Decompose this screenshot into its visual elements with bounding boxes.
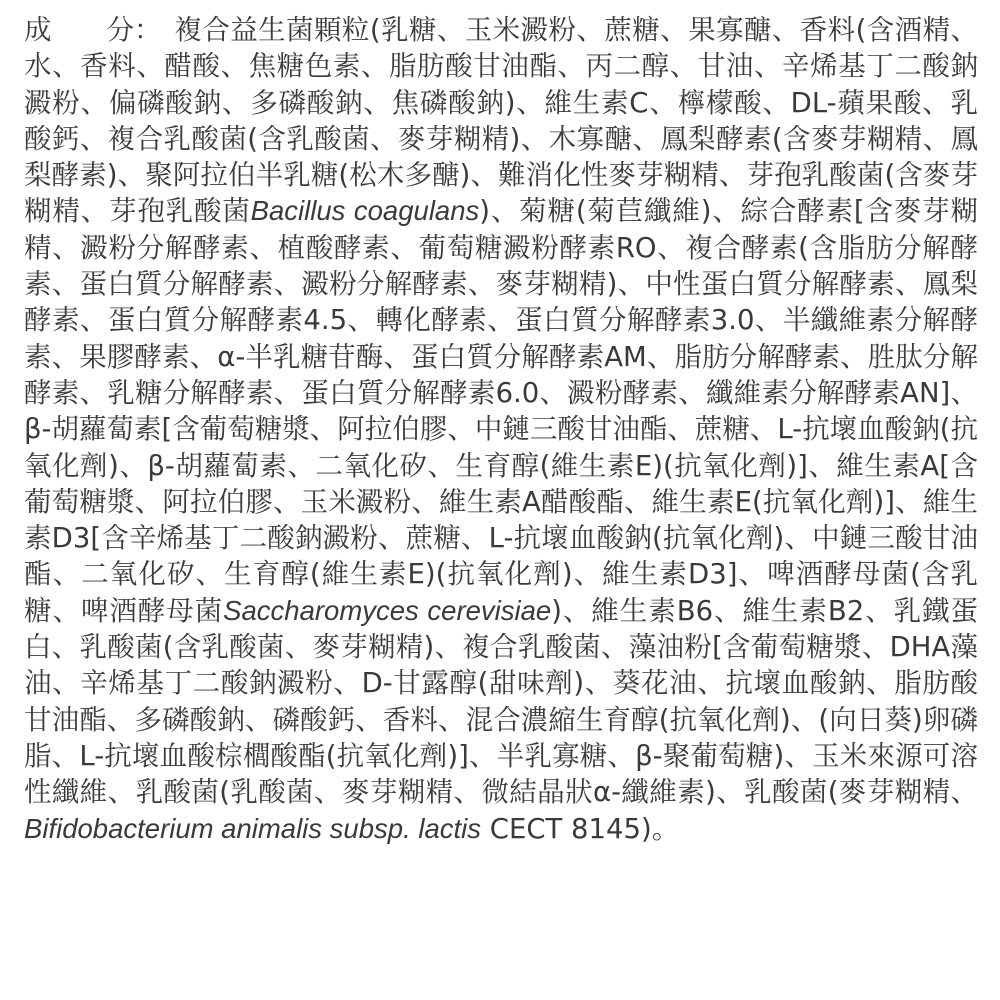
ingredient-document (24, 12, 978, 988)
ingredient-segment: )、維生素B6、維生素B2、乳鐵蛋白、乳酸菌(含乳酸菌、麥芽糊精)、複合乳酸菌、藻油粉[含葡萄糖漿、DHA藻油、辛烯基丁二酸鈉澱粉、D-甘露醇(甜味劑)、葵花油、抗壞血酸鈉、脂肪酸甘油酯、多磷酸鈉、磷酸鈣、香料、混合濃縮生育醇(抗氧化劑)、(向日葵)卵磷脂、L-抗壞血酸棕櫚酸酯(抗氧化劑)]、半乳寡糖、β-聚葡萄糖)、玉米來源可溶性纖維、乳酸菌(乳酸菌、麥芽糊精、微結晶狀α-纖維素)、乳酸菌(麥芽糊精、 (24, 594, 978, 809)
ingredient-segment: )、菊糖(菊苣纖維)、綜合酵素[含麥芽糊精、澱粉分解酵素、植酸酵素、葡萄糖澱粉酵素RO、複合酵素(含脂肪分解酵素、蛋白質分解酵素、澱粉分解酵素、麥芽糊精)、中性蛋白質分解酵素、鳳梨酵素、蛋白質分解酵素4.5、轉化酵素、蛋白質分解酵素3.0、半纖維素分解酵素、果膠酵素、α-半乳糖苷酶、蛋白質分解酵素AM、脂肪分解酵素、胜肽分解酵素、乳糖分解酵素、蛋白質分解酵素6.0、澱粉酵素、纖維素分解酵素AN]、β-胡蘿蔔素[含葡萄糖漿、阿拉伯膠、中鏈三酸甘油酯、蔗糖、L-抗壞血酸鈉(抗氧化劑)、β-胡蘿蔔素、二氧化矽、生育醇(維生素E)(抗氧化劑)]、維生素A[含葡萄糖漿、阿拉伯膠、玉米澱粉、維生素A醋酸酯、維生素E(抗氧化劑)]、維生素D3[含辛烯基丁二酸鈉澱粉、蔗糖、L-抗壞血酸鈉(抗氧化劑)、中鏈三酸甘油酯、二氧化矽、生育醇(維生素E)(抗氧化劑)、維生素D3]、啤酒酵母菌(含乳糖、啤酒酵母菌 (24, 195, 978, 627)
ingredient-latin-name: Saccharomyces cerevisiae (223, 594, 552, 626)
ingredient-latin-name: Bifidobacterium animalis subsp. lactis (24, 812, 481, 844)
ingredients-label: 成 分： (24, 14, 162, 46)
ingredient-segment: 複合益生菌顆粒(乳糖、玉米澱粉、蔗糖、果寡醣、香料(含酒精、水、香料、醋酸、焦糖色素、脂肪酸甘油酯、丙二醇、甘油、辛烯基丁二酸鈉澱粉、偏磷酸鈉、多磷酸鈉、焦磷酸鈉)、維生素C、檸檬酸、DL-蘋果酸、乳酸鈣、複合乳酸菌(含乳酸菌、麥芽糊精)、木寡醣、鳳梨酵素(含麥芽糊精、鳳梨酵素)、聚阿拉伯半乳糖(松木多醣)、難消化性麥芽糊精、芽孢乳酸菌(含麥芽糊精、芽孢乳酸菌 (24, 14, 978, 228)
ingredient-segment: CECT 8145)。 (481, 812, 680, 845)
ingredient-latin-name: Bacillus coagulans (250, 195, 480, 227)
ingredient-paragraph (24, 12, 978, 847)
